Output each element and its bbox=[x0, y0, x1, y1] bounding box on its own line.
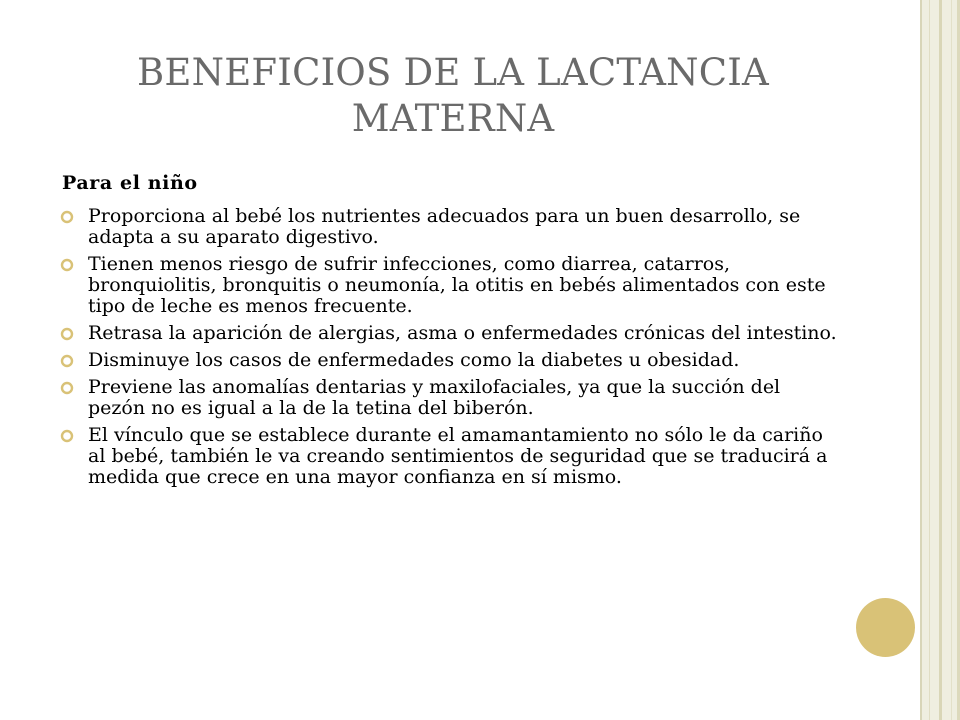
bullet-item bbox=[60, 425, 840, 488]
bullet-item bbox=[60, 254, 840, 317]
bullet-item bbox=[60, 323, 840, 344]
bullet-text: Previene las anomalías dentarias y maxilofaciales, ya que la succión del pezón no es igual a la de la tetina del biberón. bbox=[88, 376, 781, 419]
side-border-line bbox=[920, 0, 922, 720]
bullet-item bbox=[60, 206, 840, 248]
bullet-item bbox=[60, 350, 840, 371]
side-border-line bbox=[929, 0, 930, 720]
bullet-text: El vínculo que se establece durante el amamantamiento no sólo le da cariño al bebé, también le va creando sentimientos de seguridad que se traducirá a medida que crece en una mayor confianza en sí mismo. bbox=[88, 424, 828, 488]
circle-ring-icon bbox=[60, 381, 74, 395]
circle-ring-icon bbox=[60, 429, 74, 443]
circle-ring-icon bbox=[60, 210, 74, 224]
circle-ring-icon bbox=[60, 258, 74, 272]
bullet-text: Disminuye los casos de enfermedades como la diabetes u obesidad. bbox=[88, 349, 740, 371]
bullet-text: Tienen menos riesgo de sufrir infecciones, como diarrea, catarros, bronquiolitis, bronquitis o neumonía, la otitis en bebés alimentados con este tipo de leche es menos frecuente. bbox=[88, 253, 826, 317]
slide-title: BENEFICIOS DE LA LACTANCIA MATERNA bbox=[137, 51, 769, 140]
circle-ring-icon bbox=[60, 354, 74, 368]
gold-circle-icon bbox=[856, 598, 915, 657]
side-border-line bbox=[939, 0, 942, 720]
bullet-list bbox=[60, 206, 840, 494]
section-subheading: Para el niño bbox=[62, 172, 198, 194]
circle-ring-icon bbox=[60, 327, 74, 341]
bullet-item bbox=[60, 377, 840, 419]
side-border-line bbox=[951, 0, 952, 720]
bullet-text: Retrasa la aparición de alergias, asma o enfermedades crónicas del intestino. bbox=[88, 322, 837, 344]
bullet-text: Proporciona al bebé los nutrientes adecuados para un buen desarrollo, se adapta a su aparato digestivo. bbox=[88, 205, 801, 248]
